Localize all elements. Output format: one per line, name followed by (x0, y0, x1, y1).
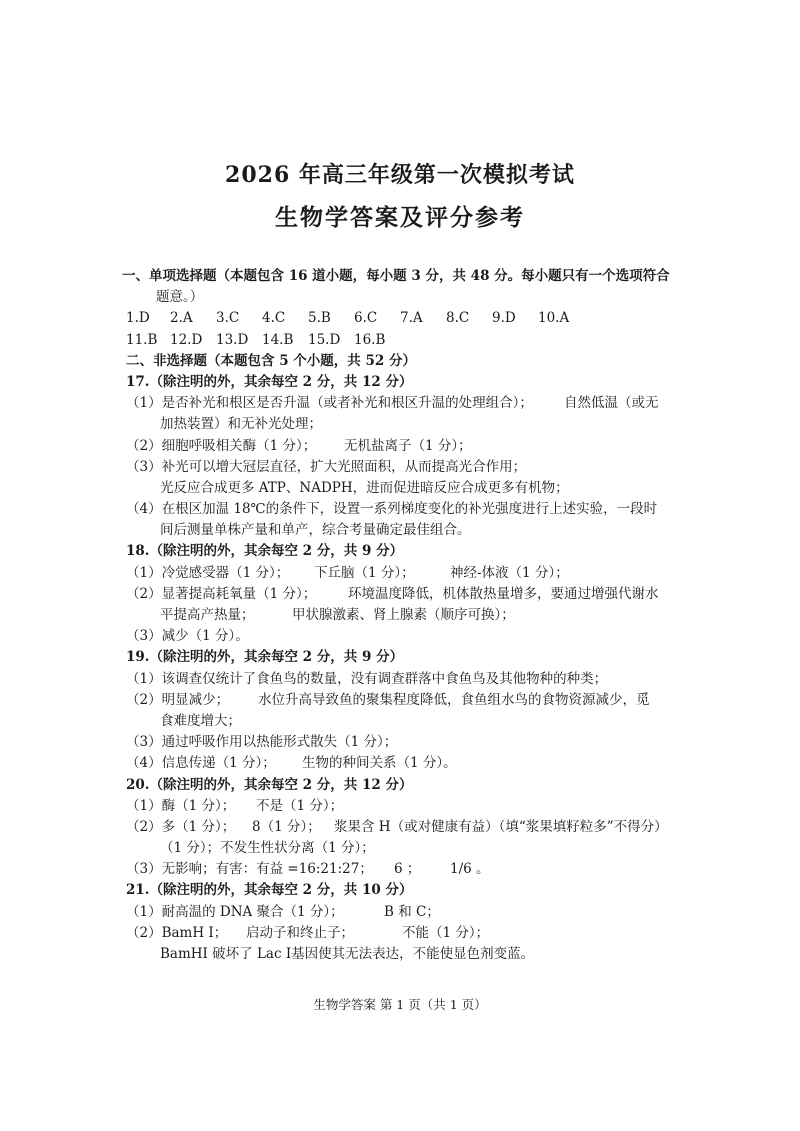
q21-answer: （1）耐高温的 DNA 聚合（1 分）； (126, 903, 344, 920)
mc-answer: 7.A (400, 310, 423, 327)
q17-line1 (126, 393, 686, 414)
q20-line3 (126, 859, 686, 880)
section2-heading: 二、非选择题（本题包含 5 个小题，共 52 分） (126, 352, 416, 369)
q20-line1 (126, 796, 686, 817)
q19-heading: 19.（除注明的外，其余每空 2 分，共 9 分） (126, 649, 404, 666)
q17-line1-cont: 加热装置）和无补光处理； (160, 416, 322, 433)
q20-answer: 8（1 分）； (252, 818, 321, 835)
q18-line2-cont (126, 605, 686, 626)
q20-answer: （3）无影响；有害：有益 =16:21:27； (126, 861, 373, 878)
q21-heading: 21.（除注明的外，其余每空 2 分，共 10 分） (126, 882, 413, 899)
q18-answer: （1）冷觉感受器（1 分）； (126, 564, 290, 581)
q19-line3: （3）通过呼吸作用以热能形式散失（1 分）； (126, 734, 398, 751)
mc-answer: 10.A (538, 310, 570, 327)
q21-answer: （2）BamH Ⅰ； (126, 924, 228, 941)
mc-answer: 8.C (446, 310, 470, 327)
q17-line3: （3）补光可以增大冠层直径，扩大光照面积，从而提高光合作用； (126, 458, 527, 475)
q18-line1 (126, 563, 686, 584)
q17-heading: 17.（除注明的外，其余每空 2 分，共 12 分） (126, 373, 413, 390)
q17-answer: （2）细胞呼吸相关酶（1 分）； (126, 437, 317, 454)
q20-answer: （1）酶（1 分）； (126, 797, 236, 814)
q19-answer: （4）信息传递（1 分）； (126, 755, 276, 772)
q18-answer: 环境温度降低，机体散热量增多，要通过增强代谢水 (348, 585, 659, 602)
q17-answer: 自然低温（或无 (564, 395, 659, 412)
mc-answer: 5.B (308, 310, 331, 327)
mc-answer: 9.D (492, 310, 516, 327)
mc-answer: 14.B (262, 331, 294, 348)
q17-answer: 无机盐离子（1 分）； (344, 437, 472, 454)
q20-heading: 20.（除注明的外，其余每空 2 分，共 12 分） (126, 776, 413, 793)
q17-line2 (126, 436, 686, 457)
q18-answer: 神经-体液（1 分）； (450, 564, 569, 581)
q21-line2-cont: BamHI 破坏了 Lac Ⅰ基因使其无法表达，不能使显色剂变蓝。 (160, 946, 535, 962)
q18-answer: （2）显著提高耗氧量（1 分）； (126, 585, 317, 602)
page-footer: 生物学答案 第 1 页（共 1 页） (313, 997, 487, 1012)
q19-line4 (126, 753, 686, 774)
q21-line2 (126, 923, 686, 944)
answer-content (122, 266, 686, 965)
q19-answer: 水位升高导致鱼的聚集程度降低，食鱼组水鸟的食物资源减少，觅 (258, 691, 650, 708)
mc-answer: 12.D (170, 331, 203, 348)
mc-answers-row1 (126, 308, 686, 329)
mc-answer: 6.C (354, 310, 378, 327)
q18-heading: 18.（除注明的外，其余每空 2 分，共 9 分） (126, 543, 404, 560)
mc-answer: 1.D (126, 310, 150, 327)
q20-answer: 浆果含 H（或对健康有益）（填“浆果填籽粒多”不得分） (334, 818, 668, 835)
q19-line2-cont: 食难度增大； (160, 712, 241, 729)
q19-line1: （1）该调查仅统计了食鱼鸟的数量，没有调查群落中食鱼鸟及其他物种的种类； (126, 670, 608, 687)
q17-line4-cont: 间后测量单株产量和单产，综合考量确定最佳组合。 (160, 522, 471, 539)
q18-line3: （3）减少（1 分）。 (126, 628, 249, 645)
q18-answer: 下丘脑（1 分）； (314, 564, 415, 581)
mc-answer: 16.B (354, 331, 386, 348)
q17-answer: （1）是否补光和根区是否升温（或者补光和根区升温的处理组合）； (126, 395, 533, 412)
mc-answer: 13.D (216, 331, 249, 348)
q20-answer: 1/6 。 (450, 861, 490, 878)
q20-line2-cont: （1 分）；不发生性状分离（1 分）； (160, 840, 375, 857)
exam-subtitle: 生物学答案及评分参考 (275, 204, 525, 231)
section1-heading: 一、单项选择题（本题包含 16 道小题，每小题 3 分，共 48 分。每小题只有一个选项符合 (122, 268, 670, 284)
section1-heading-cont: 题意。） (156, 289, 204, 306)
exam-title: 2026 年高三年级第一次模拟考试 (225, 162, 575, 188)
q21-answer: 不能（1 分）； (402, 924, 490, 941)
q21-line1 (126, 902, 686, 923)
mc-answer: 3.C (216, 310, 240, 327)
mc-answer: 4.C (262, 310, 286, 327)
q18-answer: 甲状腺激素、肾上腺素（顺序可换）； (292, 607, 515, 623)
q18-line2 (126, 584, 686, 605)
q17-line3-cont: 光反应合成更多 ATP、NADPH，进而促进暗反应合成更多有机物； (160, 479, 569, 496)
mc-answer: 2.A (170, 310, 193, 327)
q18-answer: 平提高产热量； (160, 607, 255, 623)
q19-answer: （2）明显减少； (126, 691, 230, 708)
q19-answer: 生物的种间关系（1 分）。 (302, 755, 457, 772)
q20-line2 (126, 817, 686, 838)
mc-answer: 11.B (126, 331, 158, 348)
mc-answer: 15.D (308, 331, 341, 348)
q20-answer: （2）多（1 分）； (126, 818, 236, 835)
q21-answer: 启动子和终止子； (246, 924, 354, 941)
q20-answer: 6 ； (394, 861, 421, 878)
q17-line4: （4）在根区加温 18℃的条件下，设置一系列梯度变化的补光强度进行上述实验，一段时 (126, 501, 658, 518)
q20-answer: 不是（1 分）； (256, 797, 344, 814)
q19-line2 (126, 690, 686, 711)
mc-answers-row2 (126, 330, 686, 351)
q21-answer: B 和 C； (384, 903, 440, 920)
